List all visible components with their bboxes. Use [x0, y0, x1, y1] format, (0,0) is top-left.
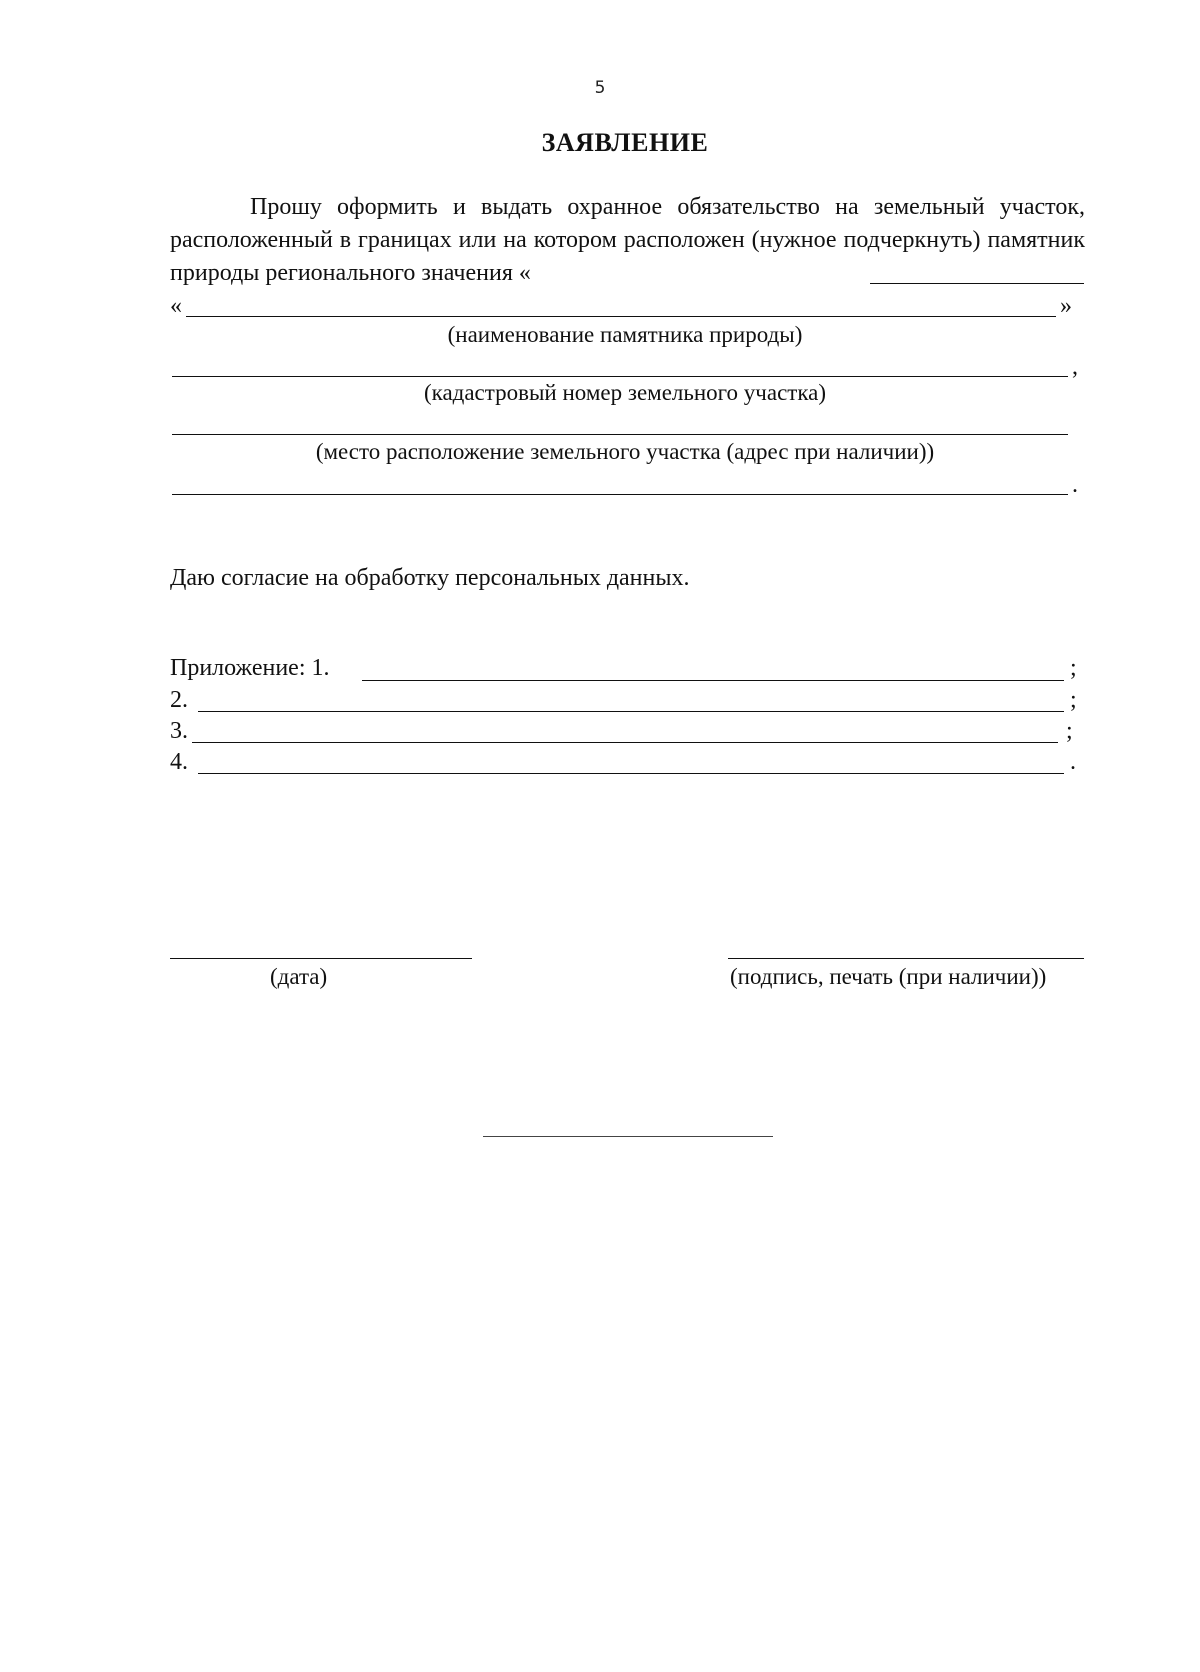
- date-caption: (дата): [270, 964, 328, 989]
- monument-name-blank-1[interactable]: [870, 283, 1084, 284]
- attachment-4-number: 4.: [170, 749, 188, 775]
- location-blank-2[interactable]: [172, 494, 1068, 495]
- monument-name-caption: (наименование памятника природы): [447, 322, 803, 347]
- cadastral-comma: ,: [1072, 354, 1078, 380]
- attachment-2-number: 2.: [170, 687, 188, 713]
- closing-separator: [483, 1136, 773, 1137]
- attachment-3-end: ;: [1066, 718, 1073, 744]
- attachment-1-end: ;: [1070, 655, 1077, 681]
- attachment-2-blank[interactable]: [198, 711, 1064, 712]
- request-paragraph: Прошу оформить и выдать охранное обязательство на земельный участок, расположенный в границах или на котором расположен (нужное подчеркнуть) памятник природы регионального значения «: [170, 194, 1085, 286]
- signature-blank[interactable]: [728, 958, 1084, 959]
- open-quote: «: [170, 293, 182, 319]
- attachment-1-blank[interactable]: [362, 680, 1064, 681]
- consent-text: Даю согласие на обработку персональных данных.: [170, 565, 690, 591]
- cadastral-number-blank[interactable]: [172, 376, 1068, 377]
- page-number: 5: [594, 78, 606, 98]
- attachment-3-blank[interactable]: [192, 742, 1058, 743]
- location-period: .: [1072, 472, 1078, 498]
- attachment-3-number: 3.: [170, 718, 188, 744]
- location-blank[interactable]: [172, 434, 1068, 435]
- signature-caption: (подпись, печать (при наличии)): [730, 964, 1047, 989]
- monument-name-blank-2[interactable]: [186, 316, 1056, 317]
- close-quote: »: [1060, 293, 1072, 319]
- date-blank[interactable]: [170, 958, 472, 959]
- attachment-4-end: .: [1070, 749, 1076, 775]
- document-title: ЗАЯВЛЕНИЕ: [541, 128, 709, 157]
- attachments-label: Приложение: 1.: [170, 655, 330, 681]
- attachment-2-end: ;: [1070, 687, 1077, 713]
- attachment-4-blank[interactable]: [198, 773, 1064, 774]
- cadastral-number-caption: (кадастровый номер земельного участка): [423, 380, 827, 405]
- location-caption: (место расположение земельного участка (адрес при наличии)): [315, 439, 935, 464]
